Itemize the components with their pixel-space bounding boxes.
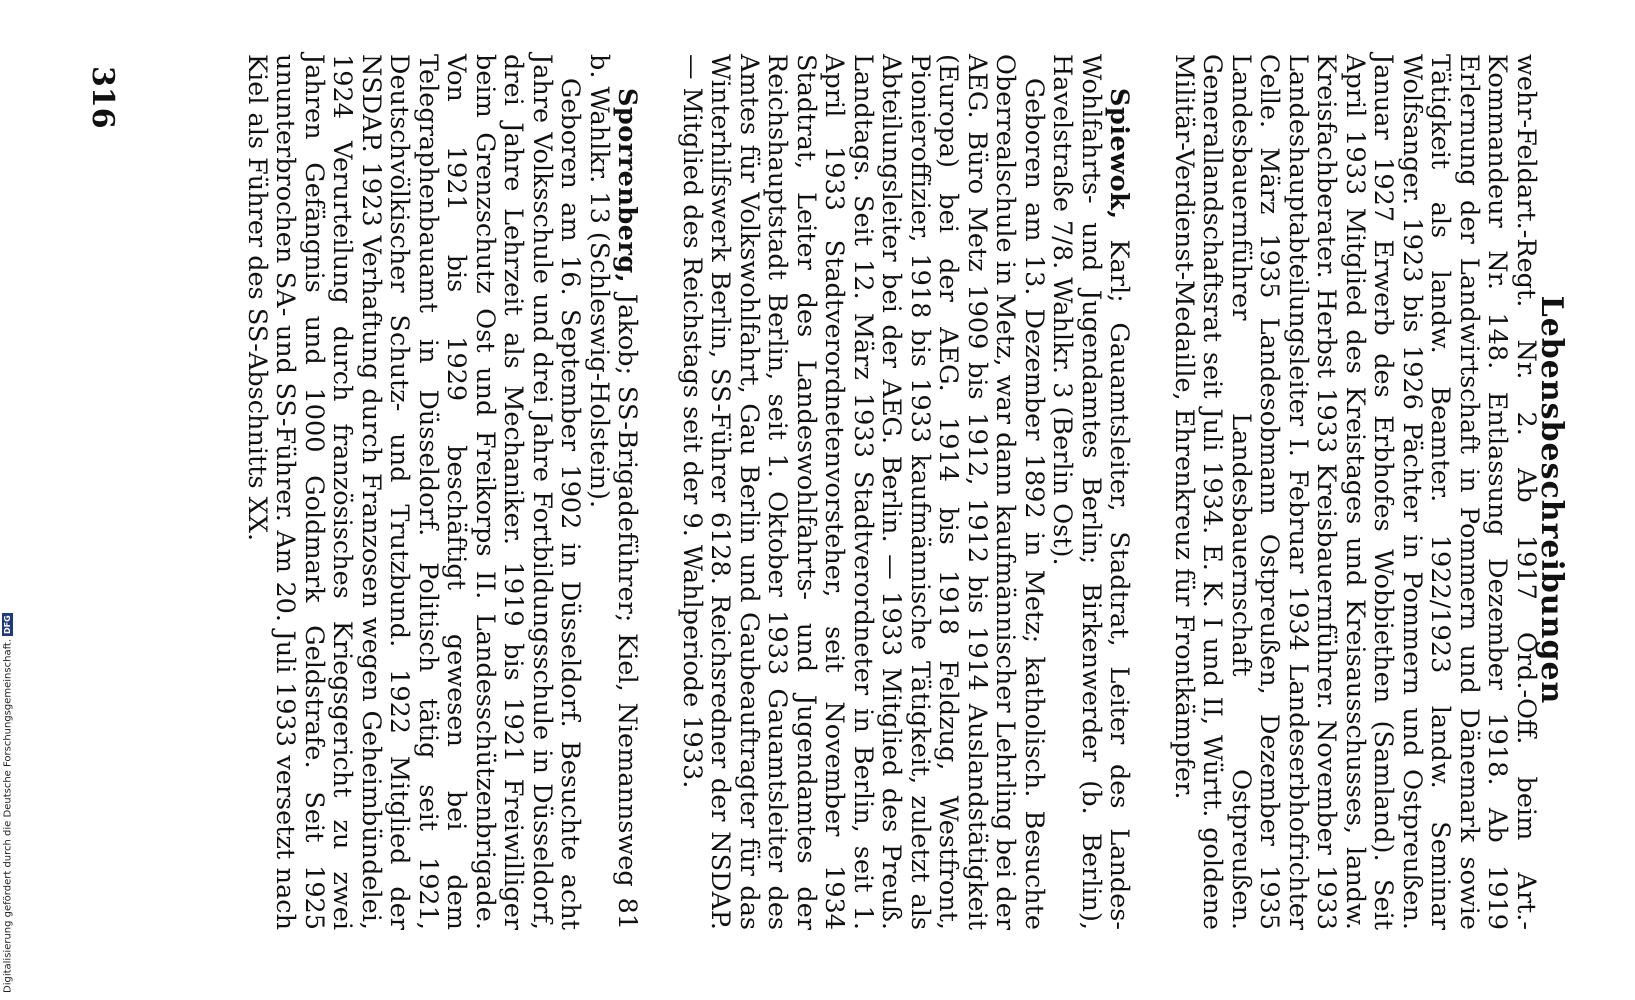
biography-entry-spiewok bbox=[678, 54, 1134, 930]
entry-name: Spiewok, bbox=[1104, 88, 1135, 220]
dfg-logo: DFG bbox=[3, 615, 12, 634]
entry-body: Geboren am 13. Dezember 1892 in Metz; katholisch. Besuchte Oberrealschule in Metz, war dann kaufmännischer Lehrling bei der AEG. Büro Metz 1909 bis 1912, 1912 bis 1914 Auslandstätigkeit (Europa) bei der AEG. 1914 bis 1918 Feldzug, Westfront, Pionieroffizier, 1918 bis 1933 kaufmännische Tätigkeit, zuletzt als Abteilungsleiter bei der AEG. Berlin. — 1933 Mitglied des Preuß. Landtags. Seit 12. März 1933 Stadtverordneter in Berlin, seit 1. April 1933 Stadtverordnetenvorsteher, seit November 1934 Stadtrat, Leiter des Landeswohlfahrts- und Jugendamtes der Reichshauptstadt Berlin, seit 1. Oktober 1933 Gauamtsleiter des Amtes für Volkswohlfahrt, Gau Berlin und Gaubeauftragter für das Winterhilfswerk Berlin, SS-Führer 6128. Reichsredner der NSDAP. — Mitglied des Reichstags seit der 9. Wahlperiode 1933. bbox=[677, 54, 1049, 930]
digitization-credit bbox=[2, 583, 14, 993]
entry-header: Karl; Gauamtsleiter, Stadtrat, Leiter des Landes-Wohlfahrts- und Jugendamtes Berlin; Birkenwerder (b. Berlin), Havelstraße 7/8. Wahlkr. 3 (Berlin Ost). bbox=[1047, 54, 1135, 930]
digitization-credit-text: Digitalisierung gefördert durch die Deutsche Forschungsgemeinschaft. bbox=[2, 638, 14, 993]
entry-body: Geboren am 16. September 1902 in Düsseldorf. Besuchte acht Jahre Volksschule und drei Jahre Fortbildungsschule in Düsseldorf, drei Jahre Lehrzeit als Mechaniker. 1919 bis 1921 Freiwilliger beim Grenzschutz Ost und Freikorps II. Landesschützenbrigade. Von 1921 bis 1929 beschäftigt gewesen bei dem Telegraphenbauamt in Düsseldorf. Politisch tätig seit 1921, Deutschvölkischer Schutz- und Trutzbund. 1922 Mitglied der NSDAP. 1923 Verhaftung durch Franzosen wegen Geheimbündelei, 1924 Verurteilung durch französisches Kriegsgericht zu zwei Jahren Gefängnis und 1000 Goldmark Geldstrafe. Seit 1925 ununterbrochen SA- und SS-Führer. Am 20. Juli 1933 versetzt nach Kiel als Führer des SS-Abschnitts XX. bbox=[242, 54, 586, 930]
continued-entry-text: wehr-Feldart.-Regt. Nr. 2. Ab 1917 Ord.-Off. beim Art.-Kommandeur Nr. 148. Entlassung Dezember 1918. Ab 1919 Erlernung der Landwirtschaft in Pommern und Dänemark sowie Tätigkeit als landw. Beamter. 1922/1923 landw. Seminar Wolfsanger. 1923 bis 1926 Pächter in Pommern und Ostpreußen. Januar 1927 Erwerb des Erbhofes Wobbiethen (Samland). Seit April 1933 Mitglied des Kreistages und Kreisausschusses, landw. Kreisfachberater. Herbst 1933 Kreisbauernführer. November 1933 Landeshauptabteilungsleiter I. Februar 1934 Landeserbhofrichter Celle. März 1935 Landesobmann Ostpreußen, Dezember 1935 Landesbauernführer Landesbauernschaft Ostpreußen. Generallandschaftsrat seit Juli 1934. E. K. I und II, Württ. goldene Militär-Verdienst-Medaille, Ehrenkreuz für Frontkämpfer. bbox=[1169, 54, 1541, 930]
entry-name: Sporrenberg, bbox=[612, 88, 643, 284]
running-head: Lebensbeschreibungen bbox=[1534, 295, 1569, 705]
entry-header: Jakob; SS-Brigadeführer; Kiel, Niemannsweg 81 b. Wahlkr. 13 (Schleswig-Holstein). bbox=[584, 54, 643, 930]
biography-entry-sporrenberg bbox=[243, 54, 642, 930]
page-number: 316 bbox=[85, 66, 120, 129]
page-body bbox=[243, 54, 1541, 930]
